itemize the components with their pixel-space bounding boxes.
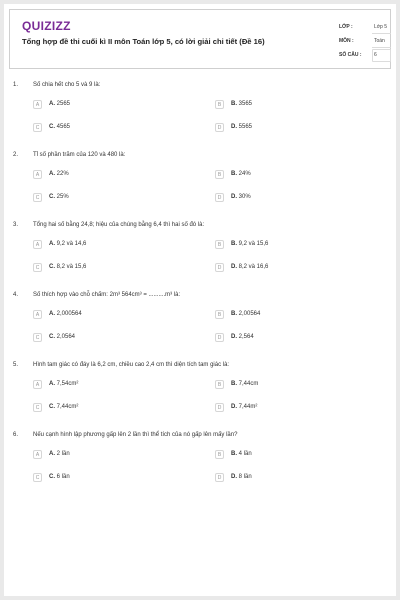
question-text: Số chia hết cho 5 và 9 là: [33, 82, 101, 88]
option-label: D. [231, 264, 237, 270]
meta-value: Toán [374, 38, 385, 44]
meta-panel [334, 20, 394, 62]
option-value: 9,2 và 15,6 [238, 241, 269, 247]
worksheet-header [9, 9, 391, 69]
option-value: 2,0564 [56, 334, 76, 340]
meta-row-count [334, 48, 394, 62]
option-text [49, 474, 70, 480]
option-letter-box: C [33, 193, 42, 202]
option-value: 2565 [56, 101, 71, 107]
option-text [49, 194, 69, 200]
option-letter-box: A [33, 380, 42, 389]
option-text [231, 194, 251, 200]
option-text [231, 241, 268, 247]
option-text [49, 101, 70, 107]
option-letter-box: C [33, 123, 42, 132]
option-label: D. [231, 124, 237, 130]
option-value: 4 lần [238, 451, 252, 457]
answer-option-d[interactable] [215, 263, 365, 275]
option-value: 2,000564 [56, 311, 82, 317]
option-value: 25% [56, 194, 69, 200]
option-label: C. [49, 124, 55, 130]
option-text [231, 171, 251, 177]
option-letter-box: B [215, 100, 224, 109]
option-value: 2,00564 [238, 311, 261, 317]
option-letter-box: A [33, 310, 42, 319]
answer-option-b[interactable] [215, 240, 365, 252]
answer-option-b[interactable] [215, 310, 365, 322]
option-letter-box: D [215, 403, 224, 412]
option-value: 7,44cm² [56, 404, 79, 410]
answer-option-a[interactable] [33, 380, 183, 392]
option-label: A. [49, 171, 55, 177]
meta-label: LỚP : [339, 24, 353, 30]
option-letter-box: C [33, 403, 42, 412]
question-text: Hình tam giác có đáy là 6,2 cm, chiều cao 2,4 cm thì diện tích tam giác là: [33, 362, 230, 368]
option-value: 9,2 và 14,6 [56, 241, 87, 247]
answer-option-a[interactable] [33, 310, 183, 322]
meta-row-class [334, 20, 394, 34]
option-label: A. [49, 241, 55, 247]
option-label: A. [49, 451, 55, 457]
option-text [49, 124, 70, 130]
option-letter-box: B [215, 450, 224, 459]
option-label: C. [49, 334, 55, 340]
option-value: 8,2 và 16,6 [238, 264, 269, 270]
option-label: B. [231, 451, 237, 457]
option-label: D. [231, 404, 237, 410]
option-letter-box: D [215, 123, 224, 132]
option-letter-box: B [215, 240, 224, 249]
option-text [49, 404, 78, 410]
answer-option-c[interactable] [33, 193, 183, 205]
answer-option-a[interactable] [33, 170, 183, 182]
option-value: 30% [238, 194, 251, 200]
option-letter-box: A [33, 240, 42, 249]
option-text [49, 171, 69, 177]
option-value: 8,2 và 15,6 [56, 264, 87, 270]
option-value: 4565 [56, 124, 71, 130]
option-letter-box: B [215, 380, 224, 389]
option-value: 7,44cm [238, 381, 259, 387]
option-letter-box: D [215, 263, 224, 272]
option-label: B. [231, 311, 237, 317]
quizizz-logo: QUIZIZZ [22, 19, 71, 33]
option-letter-box: C [33, 263, 42, 272]
option-label: D. [231, 334, 237, 340]
option-letter-box: B [215, 170, 224, 179]
option-text [49, 334, 75, 340]
option-value: 24% [238, 171, 251, 177]
answer-option-d[interactable] [215, 403, 365, 415]
option-value: 7,54cm² [56, 381, 79, 387]
question-text: Nếu cạnh hình lập phương gấp lên 2 lần thì thể tích của nó gấp lên mấy lần? [33, 432, 238, 438]
option-label: A. [49, 311, 55, 317]
answer-option-d[interactable] [215, 123, 365, 135]
option-text [231, 264, 268, 270]
option-text [231, 101, 252, 107]
answer-option-c[interactable] [33, 473, 183, 485]
option-letter-box: D [215, 333, 224, 342]
answer-option-d[interactable] [215, 473, 365, 485]
answer-option-d[interactable] [215, 333, 365, 345]
option-value: 6 lần [56, 474, 70, 480]
option-letter-box: D [215, 473, 224, 482]
option-label: D. [231, 194, 237, 200]
option-text [49, 264, 86, 270]
option-text [231, 451, 252, 457]
option-label: D. [231, 474, 237, 480]
option-letter-box: D [215, 193, 224, 202]
answer-option-d[interactable] [215, 193, 365, 205]
option-text [49, 381, 78, 387]
answer-option-c[interactable] [33, 123, 183, 135]
meta-row-subject [334, 34, 394, 48]
question-number: 4. [13, 292, 19, 298]
option-value: 8 lần [238, 474, 252, 480]
question-number: 6. [13, 432, 19, 438]
meta-value: Lớp 5 [374, 24, 388, 30]
answer-option-a[interactable] [33, 450, 183, 462]
answer-option-b[interactable] [215, 170, 365, 182]
option-value: 2 lần [56, 451, 70, 457]
meta-value: 6 [374, 52, 377, 58]
option-label: C. [49, 404, 55, 410]
option-label: B. [231, 171, 237, 177]
option-text [231, 404, 257, 410]
meta-label: MÔN : [339, 38, 354, 44]
question-text: Tỉ số phần trăm của 120 và 480 là: [33, 152, 126, 158]
option-text [49, 311, 82, 317]
question-number: 1. [13, 82, 19, 88]
worksheet-page [4, 4, 396, 596]
option-letter-box: B [215, 310, 224, 319]
option-value: 22% [56, 171, 69, 177]
option-value: 7,44m² [238, 404, 258, 410]
option-text [231, 311, 260, 317]
answer-option-b[interactable] [215, 450, 365, 462]
question-text: Số thích hợp vào chỗ chấm: 2m³ 564cm³ = ..........m³ là: [33, 292, 181, 298]
answer-option-a[interactable] [33, 100, 183, 112]
option-letter-box: C [33, 333, 42, 342]
option-label: B. [231, 241, 237, 247]
answer-option-a[interactable] [33, 240, 183, 252]
option-text [231, 474, 252, 480]
question-number: 2. [13, 152, 19, 158]
option-label: A. [49, 381, 55, 387]
option-label: B. [231, 101, 237, 107]
question-number: 5. [13, 362, 19, 368]
meta-label: SỐ CÂU : [339, 52, 362, 58]
question-text: Tổng hai số bằng 24,8; hiệu của chúng bằng 6,4 thì hai số đó là: [33, 222, 205, 228]
worksheet-title: Tổng hợp đề thi cuối kì II môn Toán lớp 5, có lời giải chi tiết (Đề 16) [22, 37, 265, 46]
option-text [49, 451, 70, 457]
option-label: C. [49, 194, 55, 200]
option-label: C. [49, 264, 55, 270]
option-letter-box: A [33, 450, 42, 459]
option-text [49, 241, 86, 247]
option-value: 3565 [238, 101, 253, 107]
option-text [231, 381, 258, 387]
option-letter-box: A [33, 170, 42, 179]
option-value: 5565 [238, 124, 253, 130]
option-letter-box: C [33, 473, 42, 482]
option-label: B. [231, 381, 237, 387]
answer-option-b[interactable] [215, 380, 365, 392]
option-value: 2,564 [238, 334, 254, 340]
question-number: 3. [13, 222, 19, 228]
option-label: C. [49, 474, 55, 480]
answer-option-c[interactable] [33, 263, 183, 275]
option-letter-box: A [33, 100, 42, 109]
option-text [231, 124, 252, 130]
answer-option-c[interactable] [33, 403, 183, 415]
option-label: A. [49, 101, 55, 107]
answer-option-b[interactable] [215, 100, 365, 112]
option-text [231, 334, 254, 340]
answer-option-c[interactable] [33, 333, 183, 345]
